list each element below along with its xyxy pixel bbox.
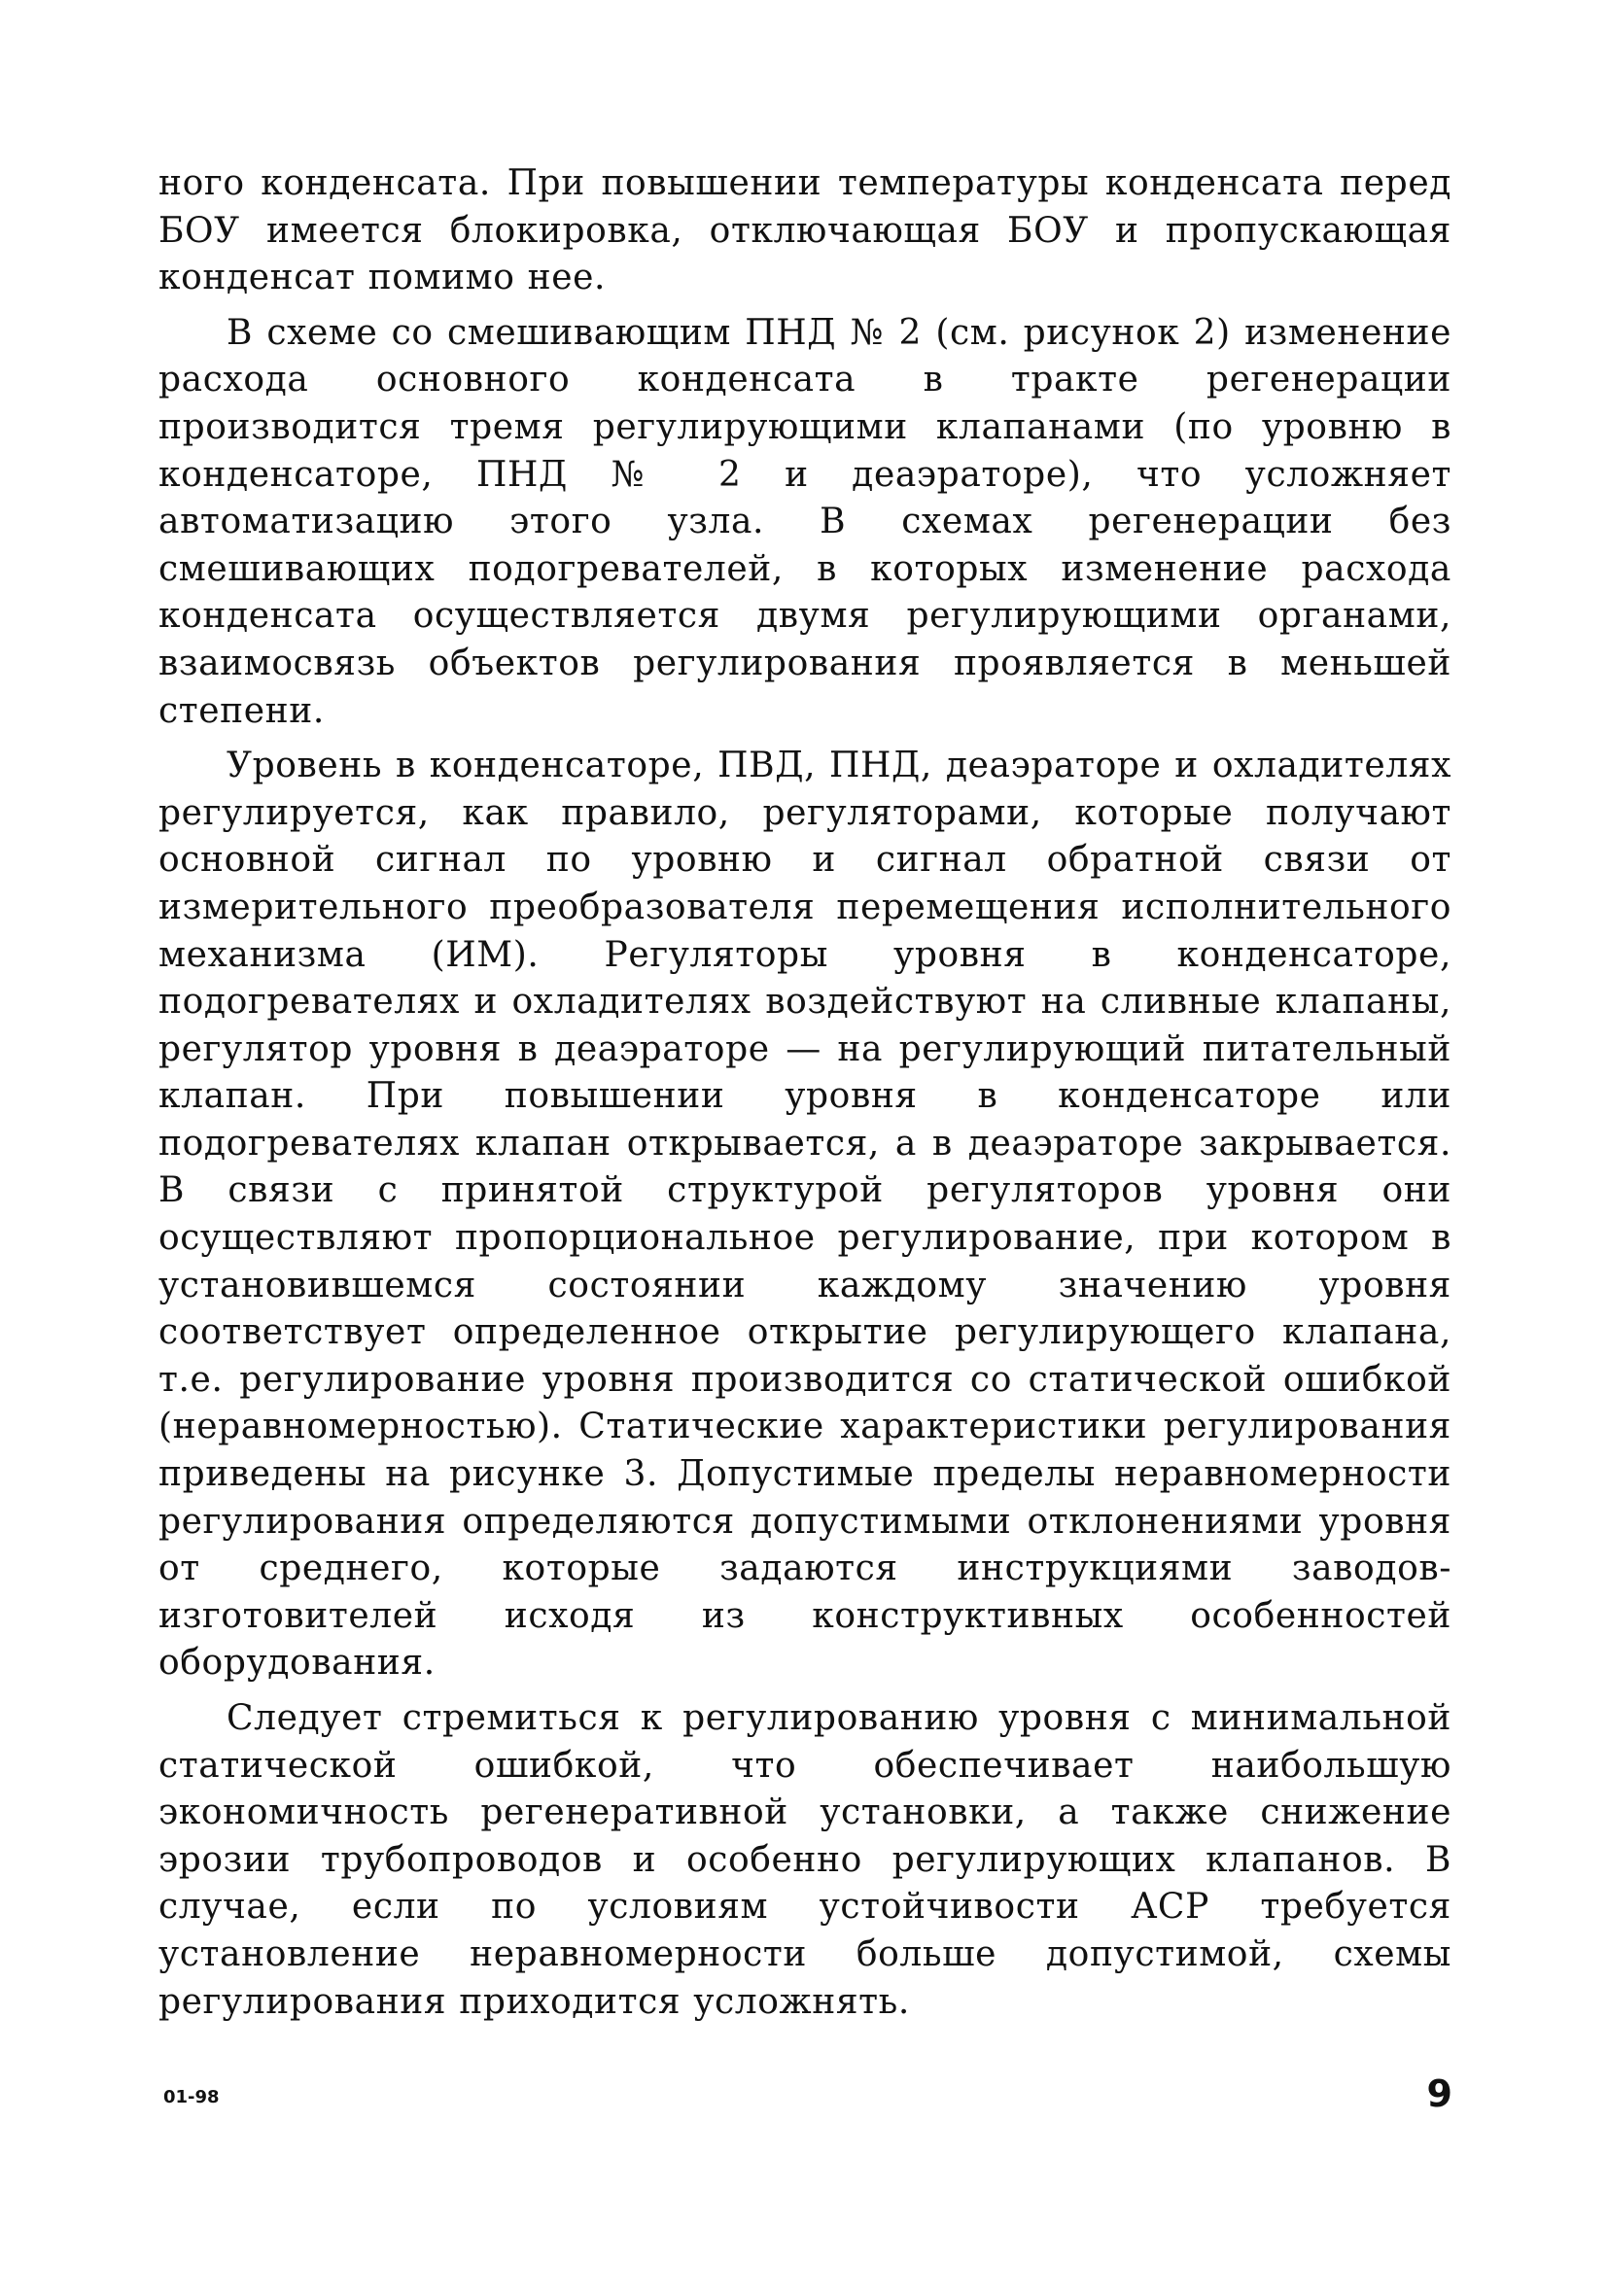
paragraph-level-regulation: Уровень в конденсаторе, ПВД, ПНД, деаэраторе и охладителях регулируется, как правило, регуляторами, которые получают основной сигнал по уровню и сигнал обратной связи от измерительного преобразователя перемещения исполнительного механизма (ИМ). Регуляторы уровня в конденсаторе, подогревателях и охладителях воздействуют на сливные клапаны, регулятор уровня в деаэраторе — на регулирующий питательный клапан. При повышении уровня в конденсаторе или подогревателях клапан открывается, а в деаэраторе закрывается. В связи с принятой структурой регуляторов уровня они осуществляют пропорциональное регулирование, при котором в установившемся состоянии каждому значению уровня соответствует определенное открытие регулирующего клапана, т.е. регулирование уровня производится со статической ошибкой (неравномерностью). Статические характеристики регулирования приведены на рисунке 3. Допустимые пределы неравномерности регулирования определяются допустимыми отклонениями уровня от среднего, которые задаются инструкциями заводов-изготовителей исходя из конструктивных особенностей оборудования. (158, 746, 1451, 1684)
paragraph-static-error: Следует стремиться к регулированию уровня с минимальной статической ошибкой, что обеспечивает наибольшую экономичность регенеративной установки, а также снижение эрозии трубопроводов и особенно регулирующих клапанов. В случае, если по условиям устойчивости АСР требуется установление неравномерности больше допустимой, схемы регулирования приходится усложнять. (158, 1698, 1451, 2022)
paragraph-regeneration-scheme: В схеме со смешивающим ПНД № 2 (см. рисунок 2) изменение расхода основного конденсата в тракте регенерации производится тремя регулирующими клапанами (по уровню в конденсаторе, ПНД № 2 и деаэраторе), что усложняет автоматизацию этого узла. В схемах регенерации без смешивающих подогревателей, в которых изменение расхода конденсата осуществляется двумя регулирующими органами, взаимосвязь объектов регулирования проявляется в меньшей степени. (158, 312, 1451, 731)
body-text (158, 160, 1451, 2026)
page-number: 9 (1426, 2072, 1452, 2115)
footer-code: 01-98 (163, 2087, 220, 2107)
paragraph-continuation: ного конденсата. При повышении температуры конденсата перед БОУ имеется блокировка, отключающая БОУ и пропускающая конденсат помимо нее. (158, 163, 1451, 298)
